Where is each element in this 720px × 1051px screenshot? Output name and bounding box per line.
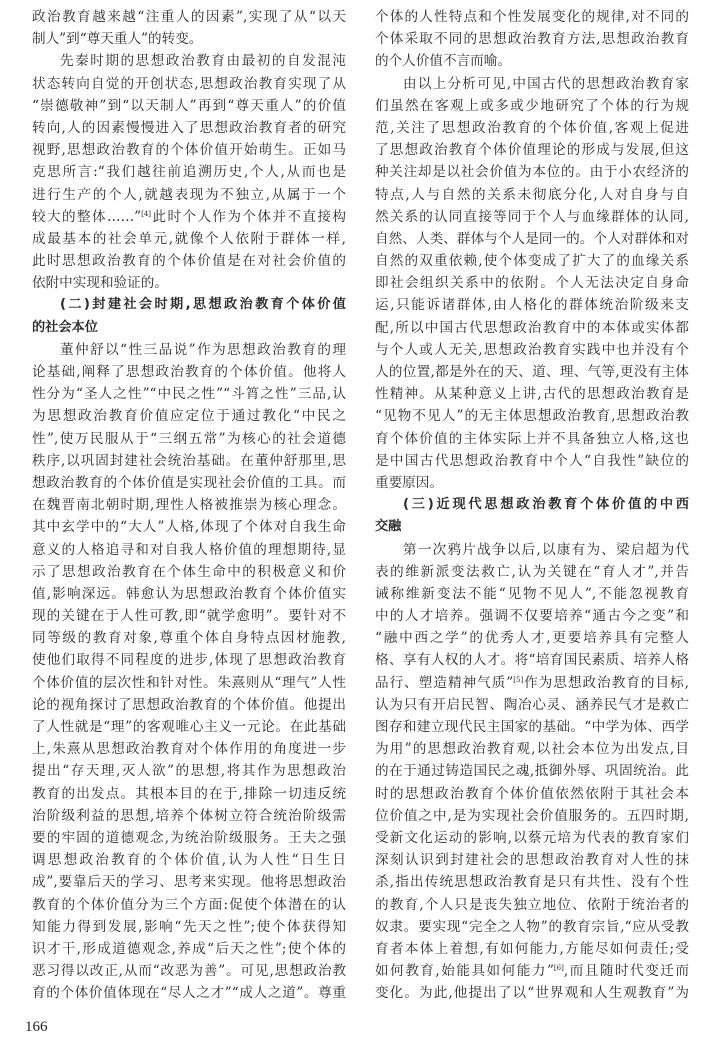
line-text: 图存和建立现代民主国家的基础。“中学为体、西学 bbox=[375, 719, 689, 735]
text-line bbox=[32, 627, 346, 649]
line-text: 是中国古代思想政治教育中个人“自我性”缺位的 bbox=[375, 452, 689, 469]
text-line bbox=[32, 916, 346, 938]
line-text: 然关系的认同直接等同于个人与血缘群体的认同, bbox=[375, 208, 689, 225]
line-text: 恶习得以改正,从而“改恶为善”。可见,思想政治教 bbox=[32, 963, 346, 980]
text-line bbox=[375, 916, 689, 938]
text-line bbox=[32, 361, 346, 383]
line-text: 治阶级利益的思想,培养个体树立符合统治阶级需 bbox=[32, 807, 346, 824]
text-line bbox=[32, 982, 346, 1004]
line-text: 人的位置,都是外在的天、道、理、气等,更没有主体 bbox=[375, 364, 689, 380]
line-text: 示了思想政治教育在个体生命中的积极意义和价 bbox=[32, 563, 346, 580]
text-line bbox=[375, 117, 689, 139]
line-text: 克思所言:“我们越往前追溯历史,个人,从而也是 bbox=[32, 164, 346, 181]
line-text: 杀,指出传统思想政治教育是只有共性、没有个性 bbox=[375, 874, 689, 891]
line-text: 教育的出发点。其根本目的在于,排除一切违反统 bbox=[32, 785, 346, 802]
text-line bbox=[32, 117, 346, 139]
line-text: 依附中实现和验证的。 bbox=[32, 275, 168, 292]
text-line bbox=[32, 6, 346, 28]
line-text: 值,影响深远。韩愈认为思想政治教育个体价值实 bbox=[32, 585, 346, 602]
line-text: 交融 bbox=[375, 519, 402, 535]
line-text: 即社会组织关系中的依附。个人无法决定自身命 bbox=[375, 275, 689, 292]
text-line bbox=[375, 73, 689, 95]
text-line bbox=[375, 472, 689, 494]
citation-ref: [4] bbox=[141, 209, 152, 218]
line-text: 品行、塑造精神气质” bbox=[375, 674, 514, 691]
text-line bbox=[32, 428, 346, 450]
text-line bbox=[375, 561, 689, 583]
text-line bbox=[375, 982, 689, 1004]
text-line bbox=[375, 405, 689, 427]
text-line bbox=[375, 428, 689, 450]
text-line bbox=[375, 6, 689, 28]
line-text: 较大的整体……” bbox=[32, 208, 142, 225]
line-text: 认为只有开启民智、陶冶心灵、涵养民气才是救亡 bbox=[375, 696, 689, 713]
line-text-after-ref: 此时个人作为个体并不直接构 bbox=[151, 208, 346, 225]
line-text: 其中玄学中的“大人”人格,体现了个体对自我生命 bbox=[32, 519, 346, 536]
section-heading-line bbox=[375, 516, 689, 538]
text-line bbox=[32, 539, 346, 561]
line-text: (三)近现代思想政治教育个体价值的中西 bbox=[403, 497, 689, 513]
text-line bbox=[32, 472, 346, 494]
line-text: 的教育,个人只是丧失独立地位、依附于统治者的 bbox=[375, 896, 689, 913]
line-text: 在魏晋南北朝时期,理性人格被推崇为核心理念。 bbox=[32, 497, 346, 514]
text-line bbox=[32, 805, 346, 827]
text-line bbox=[375, 250, 689, 272]
line-text: 上,朱熹从思想政治教育对个体作用的角度进一步 bbox=[32, 741, 346, 758]
text-line bbox=[375, 383, 689, 405]
line-text: 制人”到“尊天重人”的转变。 bbox=[32, 31, 203, 48]
text-line bbox=[375, 161, 689, 183]
text-line bbox=[32, 339, 346, 361]
text-line bbox=[32, 450, 346, 472]
line-text: 范,关注了思想政治教育的个体价值,客观上促进 bbox=[375, 119, 689, 136]
line-text: 育者本体上着想,有如何能力,方能尽如何责任;受 bbox=[375, 940, 689, 957]
line-text: 特点,人与自然的关系未彻底分化,人对自身与自 bbox=[375, 186, 689, 203]
text-line bbox=[375, 28, 689, 50]
line-text: 性精神。从某种意义上讲,古代的思想政治教育是 bbox=[375, 386, 689, 403]
line-text: 性分为“圣人之性”“中民之性”“斗筲之性”三品,认 bbox=[32, 386, 346, 403]
line-text: 个体的人性特点和个性发展变化的规律,对不同的 bbox=[375, 9, 689, 25]
text-line bbox=[375, 339, 689, 361]
line-text: 使他们取得不同程度的进步,体现了思想政治教育 bbox=[32, 652, 346, 669]
text-line bbox=[32, 139, 346, 161]
line-text: 育个体价值的主体实际上并不具备独立人格,这也 bbox=[375, 430, 689, 447]
section-heading-line bbox=[32, 294, 346, 316]
line-text: 先秦时期的思想政治教育由最初的自发混沌 bbox=[60, 53, 346, 70]
text-line bbox=[32, 849, 346, 871]
text-line bbox=[32, 161, 346, 183]
line-text: 与个人或人无关,思想政治教育实践中也并没有个 bbox=[375, 341, 689, 358]
line-text: 诫称维新变法不能“见物不见人”,不能忽视教育 bbox=[375, 585, 689, 602]
text-line bbox=[375, 272, 689, 294]
text-line bbox=[32, 405, 346, 427]
line-text: 时的思想政治教育个体价值依然依附于其社会本 bbox=[375, 785, 689, 802]
line-text: 们虽然在客观上或多或少地研究了个体的行为规 bbox=[375, 97, 689, 114]
line-text: 育的个体价值体现在“尽人之才”“成人之道”。尊重 bbox=[32, 985, 346, 1002]
line-text: 为思想政治教育价值应定位于通过教化“中民之 bbox=[32, 408, 346, 425]
text-line bbox=[375, 450, 689, 472]
text-line bbox=[375, 938, 689, 960]
line-text-after-ref: 作为思想政治教育的目标, bbox=[523, 674, 689, 691]
line-text: 如何教育,始能具如何能力” bbox=[375, 963, 554, 980]
text-line bbox=[375, 694, 689, 716]
text-line bbox=[375, 317, 689, 339]
line-text: 格、享有人权的人才。将“培育国民素质、培养人格 bbox=[375, 652, 689, 669]
line-text: 变化。为此,他提出了以“世界观和人生观教育”为 bbox=[375, 985, 689, 1002]
text-line bbox=[32, 716, 346, 738]
line-text: 状态转向自觉的开创状态,思想政治教育实现了从 bbox=[32, 75, 346, 92]
text-line bbox=[32, 73, 346, 95]
citation-ref: [5] bbox=[513, 675, 524, 684]
line-text: 教育的个体价值分为三个方面:促使个体潜在的认 bbox=[32, 896, 346, 913]
line-text: 视野,思想政治教育的个体价值开始萌生。正如马 bbox=[32, 142, 346, 159]
line-text: 位价值之中,是为实现社会价值服务的。五四时期, bbox=[375, 807, 689, 824]
line-text: (二)封建社会时期,思想政治教育个体价值 bbox=[60, 297, 346, 313]
line-text: 进行生产的个人,就越表现为不独立,从属于一个 bbox=[32, 186, 346, 203]
text-line bbox=[32, 561, 346, 583]
text-line bbox=[32, 760, 346, 782]
line-text: 深刻认识到封建社会的思想政治教育对人性的抹 bbox=[375, 852, 689, 869]
text-line bbox=[32, 583, 346, 605]
line-text: 意义的人格追寻和对自我人格价值的理想期待,显 bbox=[32, 541, 346, 558]
page-number: 166 bbox=[25, 1019, 48, 1035]
line-text: 的在于通过铸造国民之魂,抵御外辱、巩固统治。此 bbox=[375, 763, 689, 780]
line-text: 性”,使万民服从于“三纲五常”为核心的社会道德 bbox=[32, 430, 346, 447]
line-text: 由以上分析可见,中国古代的思想政治教育家 bbox=[403, 75, 689, 92]
text-line bbox=[375, 871, 689, 893]
citation-ref: [6] bbox=[553, 964, 564, 973]
line-text: 同等级的教育对象,尊重个体自身特点因材施教, bbox=[32, 630, 346, 647]
text-line bbox=[375, 294, 689, 316]
text-line bbox=[375, 627, 689, 649]
line-text: “融中西之学”的优秀人才,更要培养具有完整人 bbox=[375, 630, 689, 647]
text-line bbox=[32, 871, 346, 893]
text-line bbox=[375, 228, 689, 250]
section-heading-line bbox=[32, 317, 346, 339]
text-line bbox=[32, 28, 346, 50]
text-line bbox=[375, 184, 689, 206]
text-line bbox=[32, 250, 346, 272]
text-line bbox=[32, 960, 346, 982]
text-line bbox=[375, 960, 689, 982]
section-heading-line bbox=[375, 494, 689, 516]
text-line bbox=[32, 228, 346, 250]
text-line bbox=[32, 516, 346, 538]
line-text: 配,所以中国古代思想政治教育中的本体或实体都 bbox=[375, 319, 689, 336]
line-text: 想政治教育的个体价值是实现社会价值的工具。而 bbox=[32, 474, 346, 491]
text-line bbox=[375, 716, 689, 738]
line-text: 转向,人的因素慢慢进入了思想政治教育者的研究 bbox=[32, 119, 346, 136]
line-text: 的个人价值不言而喻。 bbox=[375, 53, 511, 70]
text-line bbox=[32, 938, 346, 960]
line-text: “崇德敬神”到“以天制人”再到“尊天重人”的价值 bbox=[32, 97, 346, 114]
line-text: 运,只能诉诸群体,由人格化的群体统治阶级来支 bbox=[375, 297, 689, 314]
line-text: 种关注却是以社会价值为本位的。由于小农经济的 bbox=[375, 164, 689, 181]
line-text: 为用”的思想政治教育观,以社会本位为出发点,目 bbox=[375, 741, 689, 758]
line-text: 要的牢固的道德观念,为统治阶级服务。王夫之强 bbox=[32, 829, 346, 846]
text-line bbox=[32, 783, 346, 805]
line-text: 的社会本位 bbox=[32, 319, 98, 335]
text-line bbox=[375, 50, 689, 72]
text-line bbox=[32, 494, 346, 516]
line-text: 中的人才培养。强调不仅要培养“通古今之变”和 bbox=[375, 608, 689, 625]
text-line bbox=[375, 805, 689, 827]
text-line bbox=[375, 760, 689, 782]
left-column bbox=[32, 6, 346, 1004]
text-line bbox=[375, 361, 689, 383]
text-line bbox=[32, 184, 346, 206]
text-line bbox=[375, 894, 689, 916]
text-line bbox=[32, 206, 346, 228]
line-text: 第一次鸦片战争以后,以康有为、梁启超为代 bbox=[403, 541, 689, 558]
text-line bbox=[375, 738, 689, 760]
text-line bbox=[375, 539, 689, 561]
text-line bbox=[32, 649, 346, 671]
line-text: 成”,要靠后天的学习、思考来实现。他将思想政治 bbox=[32, 874, 346, 891]
text-line bbox=[32, 95, 346, 117]
text-line bbox=[375, 605, 689, 627]
text-line bbox=[375, 139, 689, 161]
line-text: 论的视角探讨了思想政治教育的个体价值。他提出 bbox=[32, 696, 346, 713]
text-line bbox=[375, 95, 689, 117]
line-text: 此时思想政治教育的个体价值是在对社会价值的 bbox=[32, 253, 346, 270]
line-text: 表的维新派变法救亡,认为关键在“育人才”,并告 bbox=[375, 563, 689, 580]
line-text: 个体采取不同的思想政治教育方法,思想政治教育 bbox=[375, 31, 689, 48]
line-text: 提出“存天理,灭人欲”的思想,将其作为思想政治 bbox=[32, 763, 346, 780]
line-text: 论基础,阐释了思想政治教育的个体价值。他将人 bbox=[32, 364, 346, 380]
line-text: 董仲舒以“性三品说”作为思想政治教育的理 bbox=[60, 341, 346, 358]
text-line bbox=[32, 694, 346, 716]
line-text: 自然、人类、群体与个人是同一的。个人对群体和对 bbox=[375, 230, 689, 247]
line-text: 政治教育越来越“注重人的因素”,实现了从“以天 bbox=[32, 9, 346, 25]
text-line bbox=[32, 383, 346, 405]
text-line bbox=[375, 672, 689, 694]
text-line bbox=[32, 827, 346, 849]
line-text: 奴隶。要实现“完全之人物”的教育宗旨,“应从受教 bbox=[375, 918, 689, 935]
text-line bbox=[32, 605, 346, 627]
line-text: 调思想政治教育的个体价值,认为人性“日生日 bbox=[32, 852, 346, 869]
text-line bbox=[32, 738, 346, 760]
line-text: 现的关键在于人性可教,即“就学愈明”。要针对不 bbox=[32, 608, 346, 625]
line-text: 自然的双重依赖,使个体变成了扩大了的血缘关系 bbox=[375, 253, 689, 270]
line-text: 知能力得到发展,影响“先天之性”;使个体获得知 bbox=[32, 918, 346, 935]
line-text: 重要原因。 bbox=[375, 474, 443, 491]
line-text: 受新文化运动的影响,以蔡元培为代表的教育家们 bbox=[375, 829, 689, 846]
text-line bbox=[32, 672, 346, 694]
text-line bbox=[375, 583, 689, 605]
text-line bbox=[32, 894, 346, 916]
text-line bbox=[375, 849, 689, 871]
text-line bbox=[32, 50, 346, 72]
line-text: 成最基本的社会单元,就像个人依附于群体一样, bbox=[32, 230, 346, 247]
text-line bbox=[375, 206, 689, 228]
right-column bbox=[375, 6, 689, 1004]
text-line bbox=[32, 272, 346, 294]
line-text: 识才干,形成道德观念,养成“后天之性”;使个体的 bbox=[32, 940, 346, 957]
line-text: “见物不见人”的无主体思想政治教育,思想政治教 bbox=[375, 408, 689, 425]
line-text: 了思想政治教育个体价值理论的形成与发展,但这 bbox=[375, 142, 689, 159]
line-text: 秩序,以巩固封建社会统治基础。在董仲舒那里,思 bbox=[32, 452, 346, 469]
line-text: 个体价值的层次性和针对性。朱熹则从“理气”人性 bbox=[32, 674, 346, 691]
text-line bbox=[375, 649, 689, 671]
text-line bbox=[375, 827, 689, 849]
line-text: 了人性就是“理”的客观唯心主义一元论。在此基础 bbox=[32, 719, 346, 735]
text-line bbox=[375, 783, 689, 805]
line-text-after-ref: ,而且随时代变迁而 bbox=[563, 963, 689, 980]
